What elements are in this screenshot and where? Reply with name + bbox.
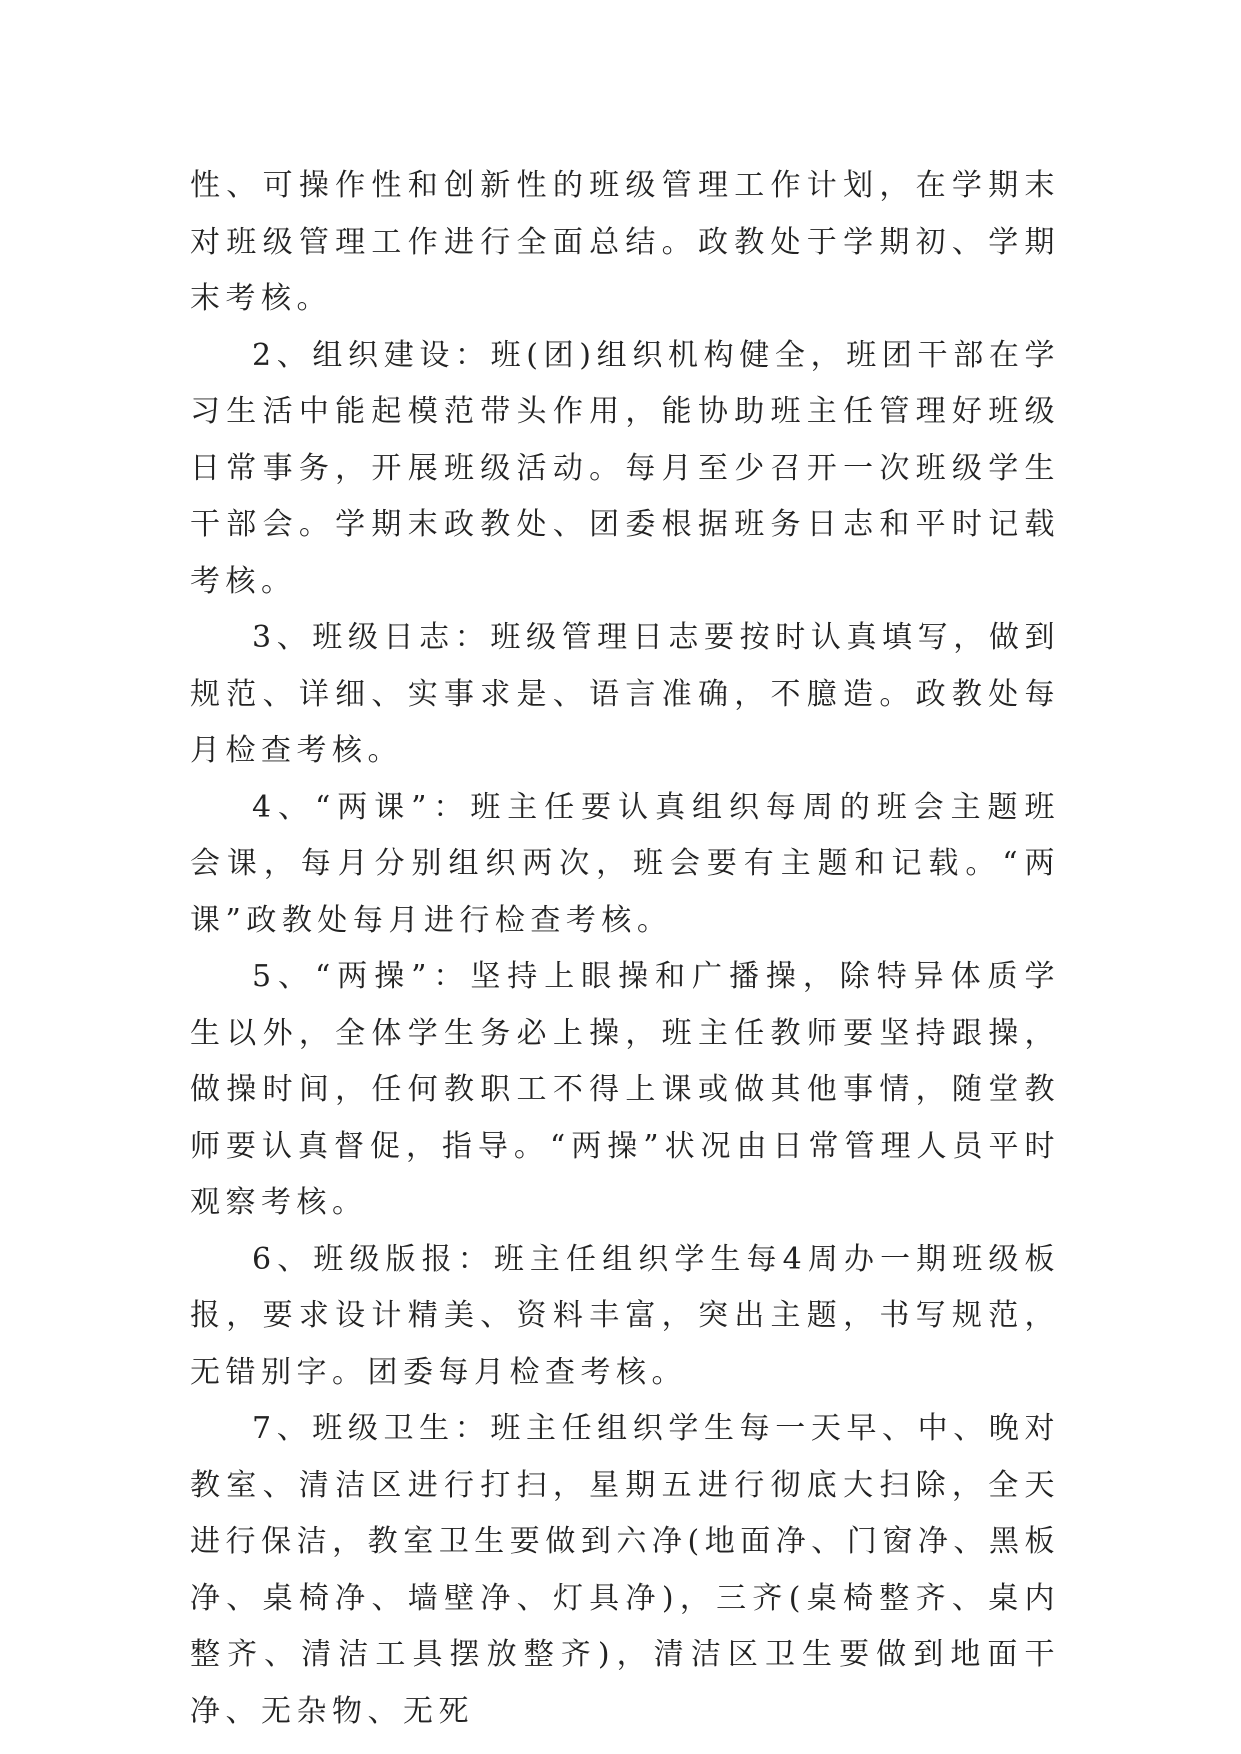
paragraph-organization: 2、组织建设：班(团)组织机构健全，班团干部在学习生活中能起模范带头作用，能协助班主任管理好班级日常事务，开展班级活动。每月至少召开一次班级学生干部会。学期末政教处、团委根据班务日志和平时记载考核。 (190, 337, 1060, 599)
paragraph-two-lessons: 4、“两课”：班主任要认真组织每周的班会主题班会课，每月分别组织两次，班会要有主题和记载。“两课”政教处每月进行检查考核。 (190, 789, 1060, 938)
paragraph-class-log: 3、班级日志：班级管理日志要按时认真填写，做到规范、详细、实事求是、语言准确，不臆造。政教处每月检查考核。 (190, 620, 1060, 768)
paragraph-hygiene: 7、班级卫生：班主任组织学生每一天早、中、晚对教室、清洁区进行打扫，星期五进行彻底大扫除，全天进行保洁，教室卫生要做到六净(地面净、门窗净、黑板净、桌椅净、墙壁净、灯具净)，三齐(桌椅整齐、桌内整齐、清洁工具摆放整齐)，清洁区卫生要做到地面干净、无杂物、无死 (190, 1411, 1060, 1729)
paragraph-two-exercises: 5、“两操”：坚持上眼操和广播操，除特异体质学生以外，全体学生务必上操，班主任教师要坚持跟操，做操时间，任何教职工不得上课或做其他事情，随堂教师要认真督促，指导。“两操”状况由日常管理人员平时观察考核。 (190, 959, 1060, 1220)
paragraph-blackboard: 6、班级版报：班主任组织学生每4周办一期班级板报，要求设计精美、资料丰富，突出主题，书写规范，无错别字。团委每月检查考核。 (190, 1241, 1060, 1390)
document-body (190, 158, 1060, 1740)
paragraph-continuation: 性、可操作性和创新性的班级管理工作计划，在学期末对班级管理工作进行全面总结。政教处于学期初、学期末考核。 (190, 168, 1060, 316)
